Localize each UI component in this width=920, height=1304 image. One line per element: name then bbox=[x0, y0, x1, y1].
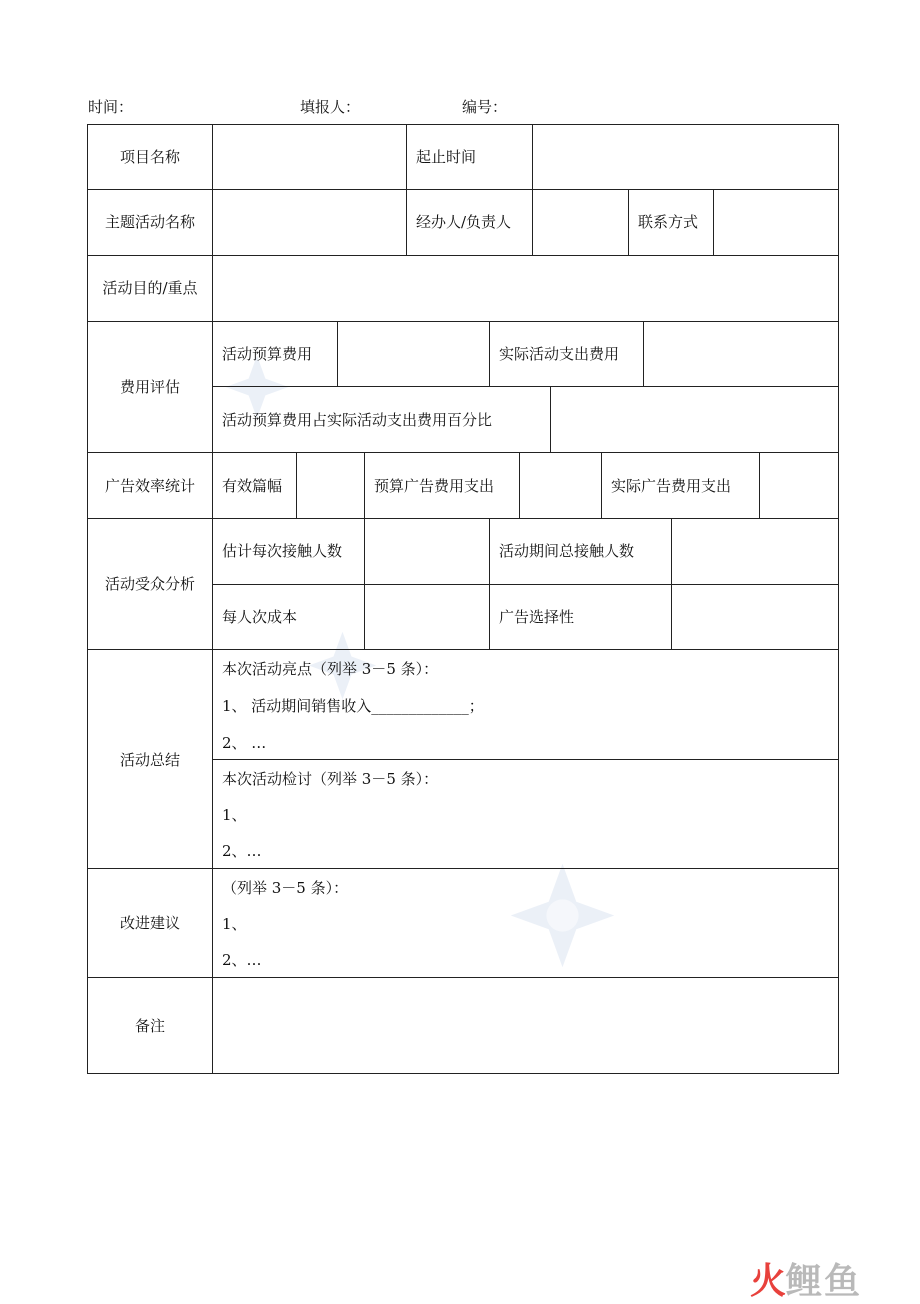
highlight-item-2: 2、 … bbox=[222, 734, 267, 752]
budget-ad-cost-label: 预算广告费用支出 bbox=[374, 477, 495, 495]
handler-label: 经办人/负责人 bbox=[416, 213, 512, 231]
purpose-label: 活动目的/重点 bbox=[102, 279, 198, 297]
review-item-2: 2、… bbox=[222, 842, 262, 860]
start-end-time-label: 起止时间 bbox=[416, 148, 477, 166]
number-label: 编号： bbox=[462, 98, 508, 116]
ad-selectivity-label: 广告选择性 bbox=[499, 608, 575, 626]
watermark-icon bbox=[505, 858, 620, 973]
budget-cost-label: 活动预算费用 bbox=[222, 345, 313, 363]
highlights-title: 本次活动亮点（列举 3－5 条）： bbox=[222, 660, 439, 678]
project-name-label: 项目名称 bbox=[119, 148, 180, 166]
logo-fish-text: 鲤鱼 bbox=[786, 1260, 863, 1302]
cost-per-person-label: 每人次成本 bbox=[222, 608, 298, 626]
contact-label: 联系方式 bbox=[638, 213, 699, 231]
improve-title: （列举 3－5 条）： bbox=[222, 879, 349, 897]
remarks-label: 备注 bbox=[134, 1017, 165, 1035]
cost-evaluation-label: 费用评估 bbox=[119, 378, 180, 396]
actual-cost-label: 实际活动支出费用 bbox=[499, 345, 620, 363]
audience-analysis-label: 活动受众分析 bbox=[104, 575, 195, 593]
effective-space-label: 有效篇幅 bbox=[222, 477, 283, 495]
est-reach-label: 估计每次接触人数 bbox=[222, 542, 343, 560]
review-item-1: 1、 bbox=[222, 806, 247, 824]
improvement-label: 改进建议 bbox=[119, 914, 180, 932]
ad-efficiency-label: 广告效率统计 bbox=[104, 477, 195, 495]
improve-item-2: 2、… bbox=[222, 951, 262, 969]
review-title: 本次活动检讨（列举 3－5 条）： bbox=[222, 770, 439, 788]
theme-activity-name-label: 主题活动名称 bbox=[104, 213, 195, 231]
filler-label: 填报人： bbox=[300, 98, 361, 116]
summary-label: 活动总结 bbox=[119, 751, 180, 769]
improve-item-1: 1、 bbox=[222, 915, 247, 933]
budget-ratio-label: 活动预算费用占实际活动支出费用百分比 bbox=[222, 411, 493, 429]
time-label: 时间： bbox=[88, 98, 134, 116]
highlight-item-1: 1、 活动期间销售收入_____________； bbox=[222, 697, 484, 715]
brand-logo bbox=[750, 1258, 863, 1302]
total-reach-label: 活动期间总接触人数 bbox=[499, 542, 635, 560]
actual-ad-cost-label: 实际广告费用支出 bbox=[611, 477, 732, 495]
logo-fire-text: 火 bbox=[750, 1260, 787, 1302]
